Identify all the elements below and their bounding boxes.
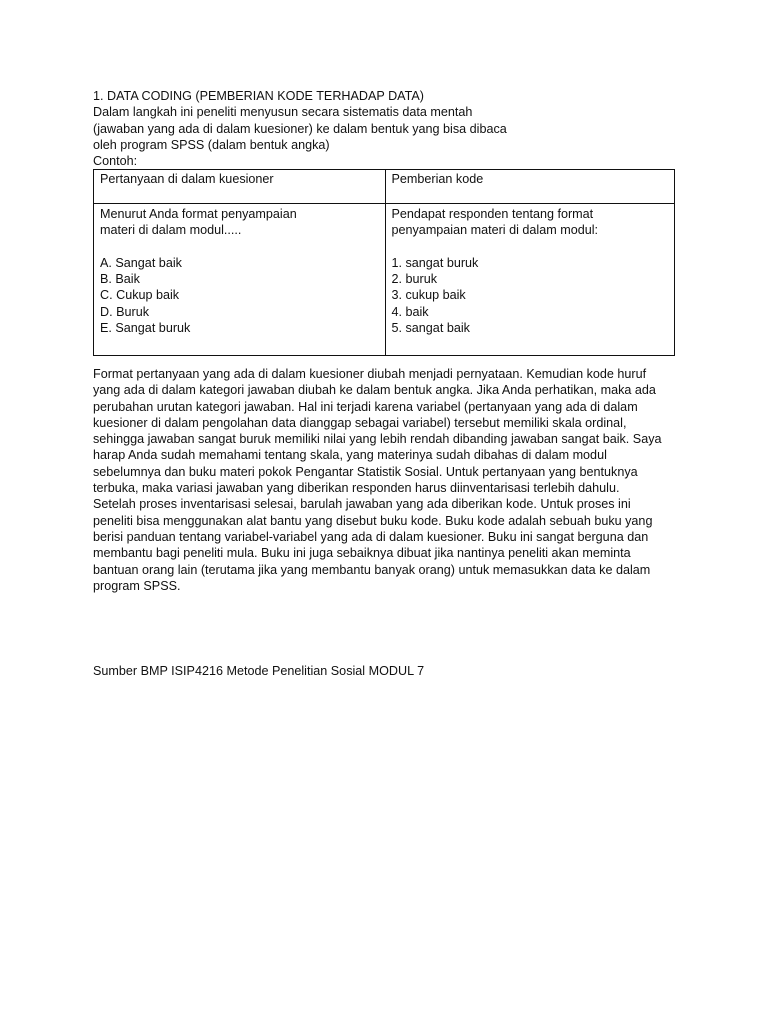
paragraph-line: harap Anda sudah memahami tentang skala, yang materinya sudah dibahas di dalam modul xyxy=(93,448,607,463)
answer-option: B. Baik xyxy=(100,272,140,287)
paragraph-line: kuesioner di dalam pengolahan data dianggap sebagai variabel) tersebut memiliki skala ordinal, xyxy=(93,415,627,430)
code-value: 4. baik xyxy=(391,304,429,319)
code-value: 3. cukup baik xyxy=(391,288,466,303)
code-value: 1. sangat buruk xyxy=(391,255,479,270)
paragraph-line: perubahan urutan kategori jawaban. Hal ini terjadi karena variabel (pertanyaan yang ada di dalam xyxy=(93,399,638,414)
answer-option: A. Sangat baik xyxy=(100,255,182,270)
paragraph-line: peneliti bisa menggunakan alat bantu yang disebut buku kode. Buku kode adalah sebuah buku yang xyxy=(93,513,653,528)
question-cell xyxy=(94,204,386,356)
code-value: 5. sangat baik xyxy=(391,321,470,336)
answer-option: E. Sangat buruk xyxy=(100,321,191,336)
paragraph-line: sebelumnya dan buku materi pokok Pengantar Statistik Sosial. Untuk pertanyaan yang bentuknya xyxy=(93,464,638,479)
header-coding: Pemberian kode xyxy=(385,170,675,204)
answer-option: D. Buruk xyxy=(100,304,149,319)
question-line: materi di dalam modul..... xyxy=(100,223,242,238)
coding-cell xyxy=(385,204,675,356)
intro-line: oleh program SPSS (dalam bentuk angka) xyxy=(93,137,330,152)
header-question: Pertanyaan di dalam kuesioner xyxy=(94,170,386,204)
paragraph-line: yang ada di dalam kategori jawaban diubah ke dalam bentuk angka. Jika Anda perhatikan, maka ada xyxy=(93,383,656,398)
coding-example-table xyxy=(93,169,675,356)
explanation-paragraph xyxy=(93,366,693,594)
statement-line: penyampaian materi di dalam modul: xyxy=(391,223,599,238)
paragraph-line: terbuka, maka variasi jawaban yang diberikan responden harus diinventarisasi terlebih dahulu. xyxy=(93,481,620,496)
table-header-row xyxy=(94,170,675,204)
intro-section xyxy=(93,88,693,169)
section-heading: 1. DATA CODING (PEMBERIAN KODE TERHADAP DATA) xyxy=(93,89,424,103)
paragraph-line: Format pertanyaan yang ada di dalam kuesioner diubah menjadi pernyataan. Kemudian kode huruf xyxy=(93,367,647,381)
source-citation: Sumber BMP ISIP4216 Metode Penelitian Sosial MODUL 7 xyxy=(93,664,425,678)
paragraph-line: berisi panduan tentang variabel-variabel yang ada di dalam kuesioner. Buku ini sangat berguna dan xyxy=(93,529,649,544)
code-value: 2. buruk xyxy=(391,272,438,287)
statement-line: Pendapat responden tentang format xyxy=(391,207,594,221)
intro-line: (jawaban yang ada di dalam kuesioner) ke dalam bentuk yang bisa dibaca xyxy=(93,121,507,136)
answer-option: C. Cukup baik xyxy=(100,288,180,303)
intro-line: Dalam langkah ini peneliti menyusun secara sistematis data mentah xyxy=(93,105,473,120)
example-label: Contoh: xyxy=(93,154,138,169)
paragraph-line: program SPSS. xyxy=(93,578,181,593)
paragraph-line: Setelah proses inventarisasi selesai, barulah jawaban yang ada diberikan kode. Untuk proses ini xyxy=(93,497,631,512)
paragraph-line: sehingga jawaban sangat buruk memiliki nilai yang lebih rendah dibanding jawaban sangat baik. Saya xyxy=(93,432,662,447)
table-row xyxy=(94,204,675,356)
question-line: Menurut Anda format penyampaian xyxy=(100,207,297,221)
paragraph-line: membantu bagi peneliti mula. Buku ini juga sebaiknya dibuat jika nantinya peneliti akan meminta xyxy=(93,546,631,561)
paragraph-line: bantuan orang lain (terutama jika yang membantu banyak orang) untuk memasukkan data ke dalam xyxy=(93,562,651,577)
